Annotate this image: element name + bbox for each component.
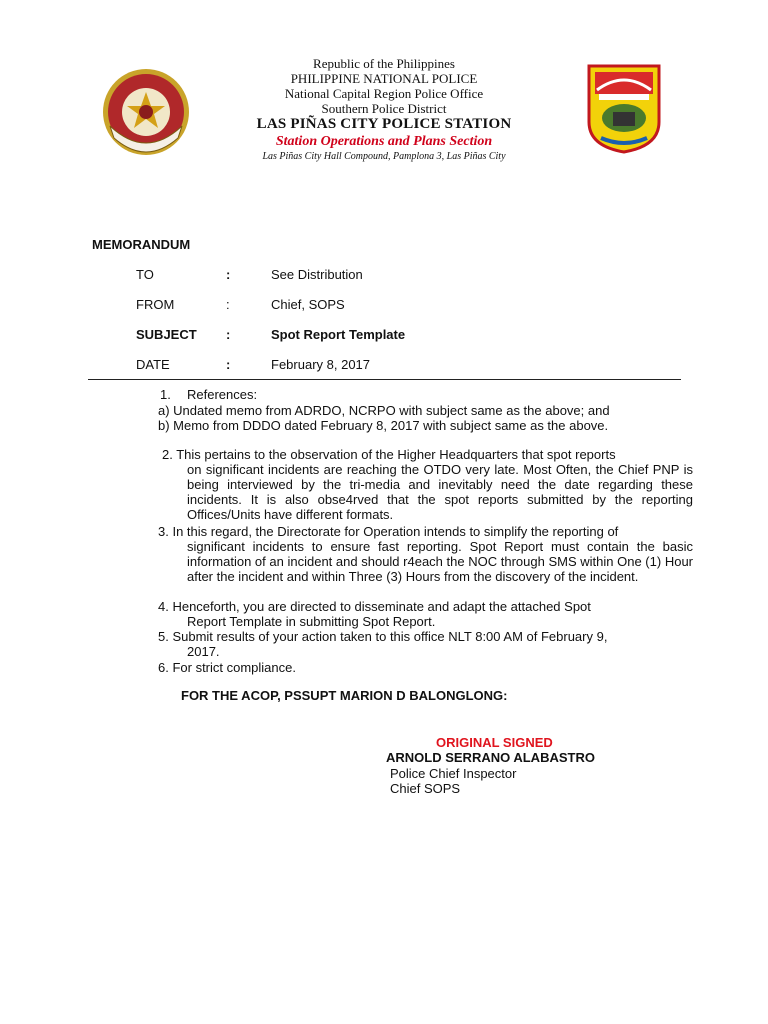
signatory-position: Chief SOPS (390, 781, 461, 796)
paragraph-4-body: Report Template in submitting Spot Report. (187, 614, 436, 629)
header-spd: Southern Police District (321, 101, 447, 116)
paragraph-5-body: 2017. (187, 644, 220, 659)
field-label: DATE (136, 357, 170, 372)
field-value: February 8, 2017 (271, 357, 371, 372)
field-value: Spot Report Template (271, 327, 406, 342)
signatory-rank: Police Chief Inspector (390, 766, 517, 781)
header-republic: Republic of the Philippines (313, 56, 455, 71)
paragraph-2-first-line: 2. This pertains to the observation of the Higher Headquarters that spot reports (162, 447, 616, 462)
field-colon: : (226, 267, 231, 282)
references-label: References: (187, 387, 258, 402)
paragraph-2-body: on significant incidents are reaching the OTDO very late. Most Often, the Chief PNP is being interviewed by the tri-media and inevitably need the date regarding these incidents. It is also obse4rved that the spot reports submitted by the reporting Offices/Units have different formats. (187, 462, 693, 522)
reference-b: b) Memo from DDDO dated February 8, 2017 with subject same as the above. (158, 418, 609, 433)
field-colon: : (226, 297, 230, 312)
field-label: SUBJECT (136, 327, 197, 342)
field-label: FROM (136, 297, 175, 312)
field-label: TO (136, 267, 154, 282)
header-address: Las Piñas City Hall Compound, Pamplona 3, Las Piñas City (262, 151, 506, 162)
paragraph-6: 6. For strict compliance. (158, 660, 296, 675)
header-divider (88, 379, 681, 380)
header-pnp: PHILIPPINE NATIONAL POLICE (290, 71, 478, 86)
field-colon: : (226, 327, 231, 342)
header-station-name: LAS PIÑAS CITY POLICE STATION (256, 116, 512, 132)
paragraph-5-first-line: 5. Submit results of your action taken to this office NLT 8:00 AM of February 9, (158, 629, 608, 644)
header-ncrpo: National Capital Region Police Office (284, 86, 484, 101)
reference-a: a) Undated memo from ADRDO, NCRPO with subject same as the above; and (158, 403, 610, 418)
header-section-name: Station Operations and Plans Section (275, 134, 493, 149)
references-number: 1. (160, 387, 171, 402)
paragraph-3-body: significant incidents to ensure fast reporting. Spot Report must contain the basic information of an incident and should r4each the NOC through SMS within One (1) Hour after the incident and within Three (3) Hours from the discovery of the incident. (187, 539, 693, 584)
memo-title: MEMORANDUM (92, 237, 191, 252)
paragraph-3-first-line: 3. In this regard, the Directorate for Operation intends to simplify the reporting of (158, 524, 619, 539)
field-value: Chief, SOPS (271, 297, 345, 312)
original-signed-stamp: ORIGINAL SIGNED (436, 735, 553, 750)
field-colon: : (226, 357, 231, 372)
signatory-name: ARNOLD SERRANO ALABASTRO (386, 750, 595, 765)
paragraph-4-first-line: 4. Henceforth, you are directed to disseminate and adapt the attached Spot (158, 599, 591, 614)
for-the-acop-line: FOR THE ACOP, PSSUPT MARION D BALONGLONG: (181, 688, 508, 703)
field-value: See Distribution (271, 267, 363, 282)
